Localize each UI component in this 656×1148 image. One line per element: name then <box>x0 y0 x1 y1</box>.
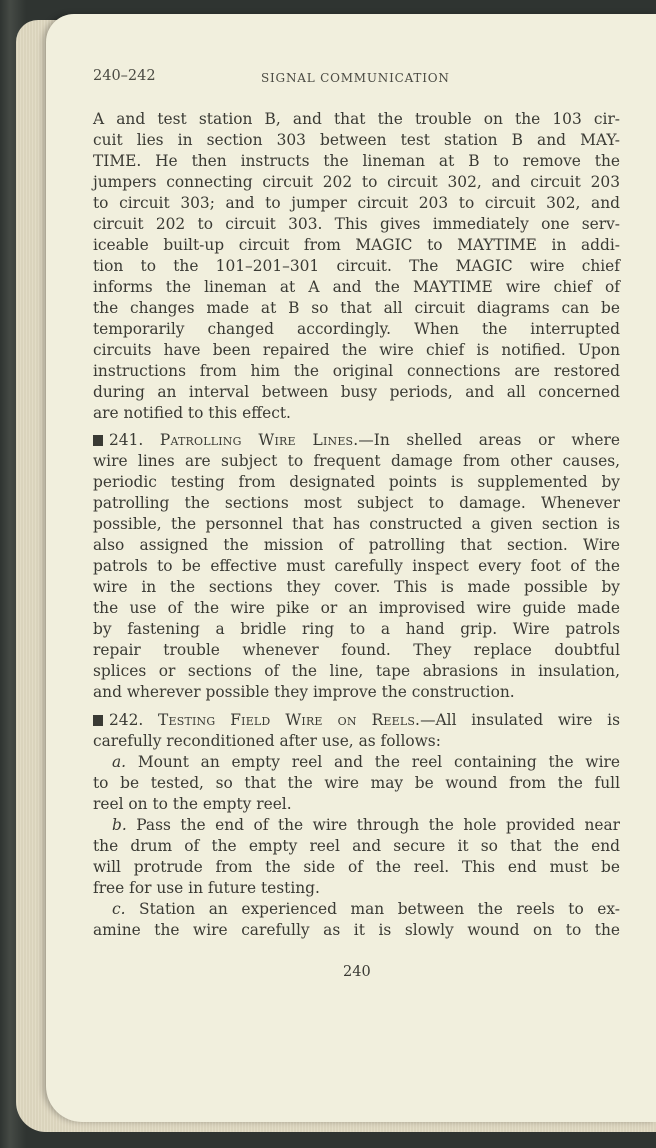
section-242-heading-line <box>93 710 620 731</box>
text-line: will protrude from the side of the reel. This end must be <box>93 858 620 876</box>
text-line: possible, the personnel that has constructed a given section is <box>93 515 620 533</box>
section-number: 241. <box>109 431 144 449</box>
text-line: and wherever possible they improve the construction. <box>93 683 515 701</box>
enumerator: c. <box>112 900 126 918</box>
text-line: tion to the 101–201–301 circuit. The MAGIC wire chief <box>93 257 620 275</box>
text-line: wire lines are subject to frequent damage from other causes, <box>93 452 620 470</box>
section-241-heading-line <box>93 430 620 451</box>
text-segment: —All insulated wire is <box>420 711 620 729</box>
text-line: a. Mount an empty reel and the reel containing the wire <box>112 753 620 771</box>
text-line: patrols to be effective must carefully inspect every foot of the <box>93 557 620 575</box>
text-line: to be tested, so that the wire may be wound from the full <box>93 774 620 792</box>
text-line: instructions from him the original connections are restored <box>93 362 620 380</box>
text-line: circuit 202 to circuit 303. This gives immediately one serv- <box>93 215 620 233</box>
text-line: iceable built-up circuit from MAGIC to MAYTIME in addi- <box>93 236 620 254</box>
text-segment: —In shelled areas or where <box>358 431 620 449</box>
header-section-range: 240–242 <box>93 68 156 84</box>
text-line: repair trouble whenever found. They replace doubtful <box>93 641 620 659</box>
text-line: TIME. He then instructs the lineman at B to remove the <box>93 152 620 170</box>
section-heading: Testing Field Wire on Reels. <box>158 711 421 729</box>
text-line: carefully reconditioned after use, as follows: <box>93 732 441 750</box>
text-line: c. Station an experienced man between the reels to ex- <box>112 900 620 918</box>
text-line: circuits have been repaired the wire chief is notified. Upon <box>93 341 620 359</box>
text-line: during an interval between busy periods, and all concerned <box>93 383 620 401</box>
text-line: amine the wire carefully as it is slowly wound on to the <box>93 921 620 939</box>
section-marker-icon <box>93 435 103 446</box>
text-line: temporarily changed accordingly. When the interrupted <box>93 320 620 338</box>
text-line: the changes made at B so that all circuit diagrams can be <box>93 299 620 317</box>
text-line: patrolling the sections most subject to damage. Whenever <box>93 494 620 512</box>
text-line: cuit lies in section 303 between test station B and MAY- <box>93 131 620 149</box>
text-line: to circuit 303; and to jumper circuit 203 to circuit 302, and <box>93 194 620 212</box>
text-line: splices or sections of the line, tape abrasions in insulation, <box>93 662 620 680</box>
header-running-title: SIGNAL COMMUNICATION <box>261 71 450 85</box>
section-marker-icon <box>93 715 103 726</box>
enumerator: a. <box>112 753 127 771</box>
text-line: informs the lineman at A and the MAYTIME wire chief of <box>93 278 620 296</box>
text-line: also assigned the mission of patrolling that section. Wire <box>93 536 620 554</box>
section-number: 242. <box>109 711 144 729</box>
enumerator: b. <box>112 816 127 834</box>
page-number: 240 <box>343 964 371 980</box>
text-line: A and test station B, and that the trouble on the 103 cir- <box>93 110 620 128</box>
text-line: jumpers connecting circuit 202 to circuit 302, and circuit 203 <box>93 173 620 191</box>
text-line: the drum of the empty reel and secure it so that the end <box>93 837 620 855</box>
text-line: the use of the wire pike or an improvised wire guide made <box>93 599 620 617</box>
section-heading: Patrolling Wire Lines. <box>159 431 359 449</box>
text-line: b. Pass the end of the wire through the hole provided near <box>112 816 620 834</box>
text-line: wire in the sections they cover. This is made possible by <box>93 578 620 596</box>
text-line: are notified to this effect. <box>93 404 291 422</box>
text-line: free for use in future testing. <box>93 879 320 897</box>
text-line: by fastening a bridle ring to a hand grip. Wire patrols <box>93 620 620 638</box>
text-line: periodic testing from designated points is supplemented by <box>93 473 620 491</box>
text-line: reel on to the empty reel. <box>93 795 292 813</box>
